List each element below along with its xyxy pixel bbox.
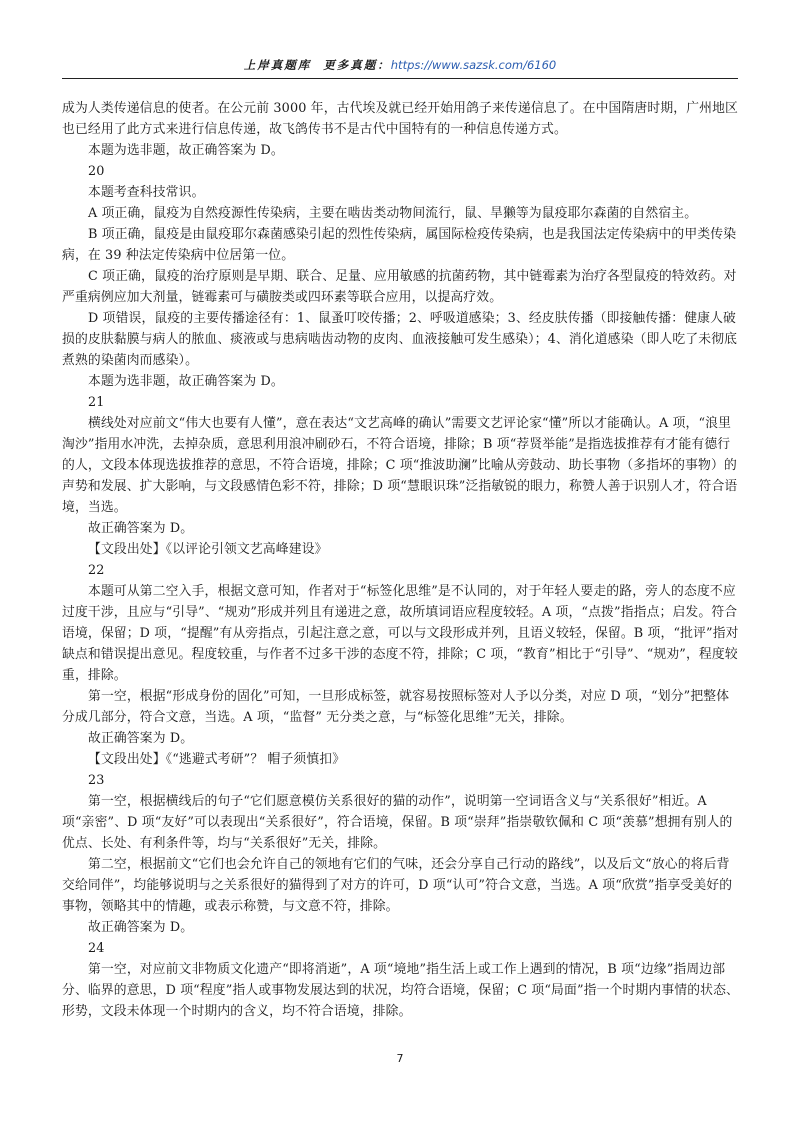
paragraph: 故正确答案为 D。 — [88, 731, 194, 746]
question-number: 21 — [88, 395, 105, 410]
paragraph: 本题为选非题，故正确答案为 D。 — [88, 143, 284, 158]
paragraph: B 项正确，鼠疫是由鼠疫耶尔森菌感染引起的烈性传染病，属国际检疫传染病，也是我国法定传染病中的甲类传染病，在 39 种法定传染病中位居第一位。 — [62, 227, 737, 263]
header-brand: 上岸真题库 — [243, 58, 312, 72]
paragraph: 【文段出处】《以评论引领文艺高峰建设》 — [88, 542, 328, 557]
paragraph: 故正确答案为 D。 — [88, 521, 194, 536]
header-url-link[interactable]: https://www.sazsk.com/6160 — [390, 58, 557, 72]
paragraph: D 项错误，鼠疫的主要传播途径有：1、鼠蚤叮咬传播；2、呼吸道感染；3、经皮肤传播（即接触传播：健康人破损的皮肤黏膜与病人的脓血、痰液或与患病啮齿动物的皮肉、血液接触可发生感染）；4、消化道感染（即人吃了未彻底煮熟的染菌肉而感染）。 — [62, 311, 738, 368]
paragraph: 第二空，根据前文“它们也会允许自己的领地有它们的气味，还会分享自己行动的路线”，以及后文“放心的将后背交给同伴”，均能够说明与之关系很好的猫得到了对方的许可，D 项“认可”符合文意，当选。A 项“欣赏”指享受美好的事物，领略其中的情趣，或表示称赞，与文意不符，排除。 — [62, 857, 733, 914]
header-prefix: 更多真题： — [323, 58, 391, 72]
paragraph: 第一空，根据“形成身份的固化”可知，一旦形成标签，就容易按照标签对人予以分类，对应 D 项，“划分”把整体分成几部分，符合文意，当选。A 项，“监督” 无分类之意，与“标签化思维”无关，排除。 — [62, 689, 730, 725]
document-body — [62, 98, 740, 1022]
paragraph: 【文段出处】《“逃避式考研”？ 帽子须慎扣》 — [88, 752, 346, 767]
page-number: 7 — [396, 1052, 404, 1065]
paragraph: 横线处对应前文“伟大也要有人懂”，意在表达“文艺高峰的确认”需要文艺评论家“懂”所以才能确认。A 项，“浪里淘沙”指用水冲洗，去掉杂质，意思利用浪冲刷砂石，不符合语境，排除；B 项“荐贤举能”是指选拔推荐有才能有德行的人，文段本体现选拔推荐的意思，不符合语境，排除；C 项“推波助澜”比喻从旁鼓动、助长事物（多指坏的事物）的声势和发展、扩大影响，与文段感情色彩不符，排除；D 项“慧眼识珠”泛指敏锐的眼力，称赞人善于识别人才，符合语境，当选。 — [62, 416, 738, 515]
paragraph: 第一空，根据横线后的句子“它们愿意模仿关系很好的猫的动作”，说明第一空词语含义与“关系很好”相近。A 项“亲密”、D 项“友好”可以表现出“关系很好”，符合语境，保留。B 项“崇拜”指崇敬钦佩和 C 项“羡慕”想拥有别人的优点、长处、有利条件等，均与“关系很好”无关，排除。 — [62, 794, 733, 851]
question-number: 20 — [88, 164, 105, 179]
paragraph: 本题为选非题，故正确答案为 D。 — [88, 374, 284, 389]
question-number: 23 — [88, 773, 105, 788]
paragraph: C 项正确，鼠疫的治疗原则是早期、联合、足量、应用敏感的抗菌药物，其中链霉素为治疗各型鼠疫的特效药。对严重病例应加大剂量，链霉素可与磺胺类或四环素等联合应用，以提高疗效。 — [62, 269, 737, 305]
paragraph: 故正确答案为 D。 — [88, 920, 194, 935]
question-number: 24 — [88, 941, 105, 956]
paragraph: A 项正确，鼠疫为自然疫源性传染病，主要在啮齿类动物间流行，鼠、旱獭等为鼠疫耶尔森菌的自然宿主。 — [88, 206, 698, 221]
page-header — [62, 56, 738, 79]
paragraph: 成为人类传递信息的使者。在公元前 3000 年，古代埃及就已经开始用鸽子来传递信息了。在中国隋唐时期，广州地区也已经用了此方式来进行信息传递，故飞鸽传书不是古代中国特有的一种信息传递方式。 — [62, 101, 738, 137]
question-number: 22 — [88, 563, 105, 578]
paragraph: 本题可从第二空入手，根据文意可知，作者对于“标签化思维”是不认同的，对于年轻人要走的路，旁人的态度不应过度干涉，且应与“引导”、“规劝”形成并列且有递进之意，故所填词语应程度较轻。A 项，“点拨”指指点；启发。符合语境，保留；D 项，“提醒”有从旁指点，引起注意之意，可以与文段形成并列，且语义较轻，保留。B 项，“批评”指对缺点和错误提出意见。程度较重，与作者不过多干涉的态度不符，排除；C 项，“教育”相比于“引导”、“规劝”，程度较重，排除。 — [62, 584, 739, 683]
paragraph: 本题考查科技常识。 — [88, 185, 205, 200]
paragraph: 第一空，对应前文非物质文化遗产“即将消逝”，A 项“境地”指生活上或工作上遇到的情况，B 项“边缘”指周边部分、临界的意思，D 项“程度”指人或事物发展达到的状况，均符合语境，保留；C 项“局面”指一个时期内事情的状态、形势，文段未体现一个时期内的含义，均不符合语境，排除。 — [62, 962, 740, 1019]
